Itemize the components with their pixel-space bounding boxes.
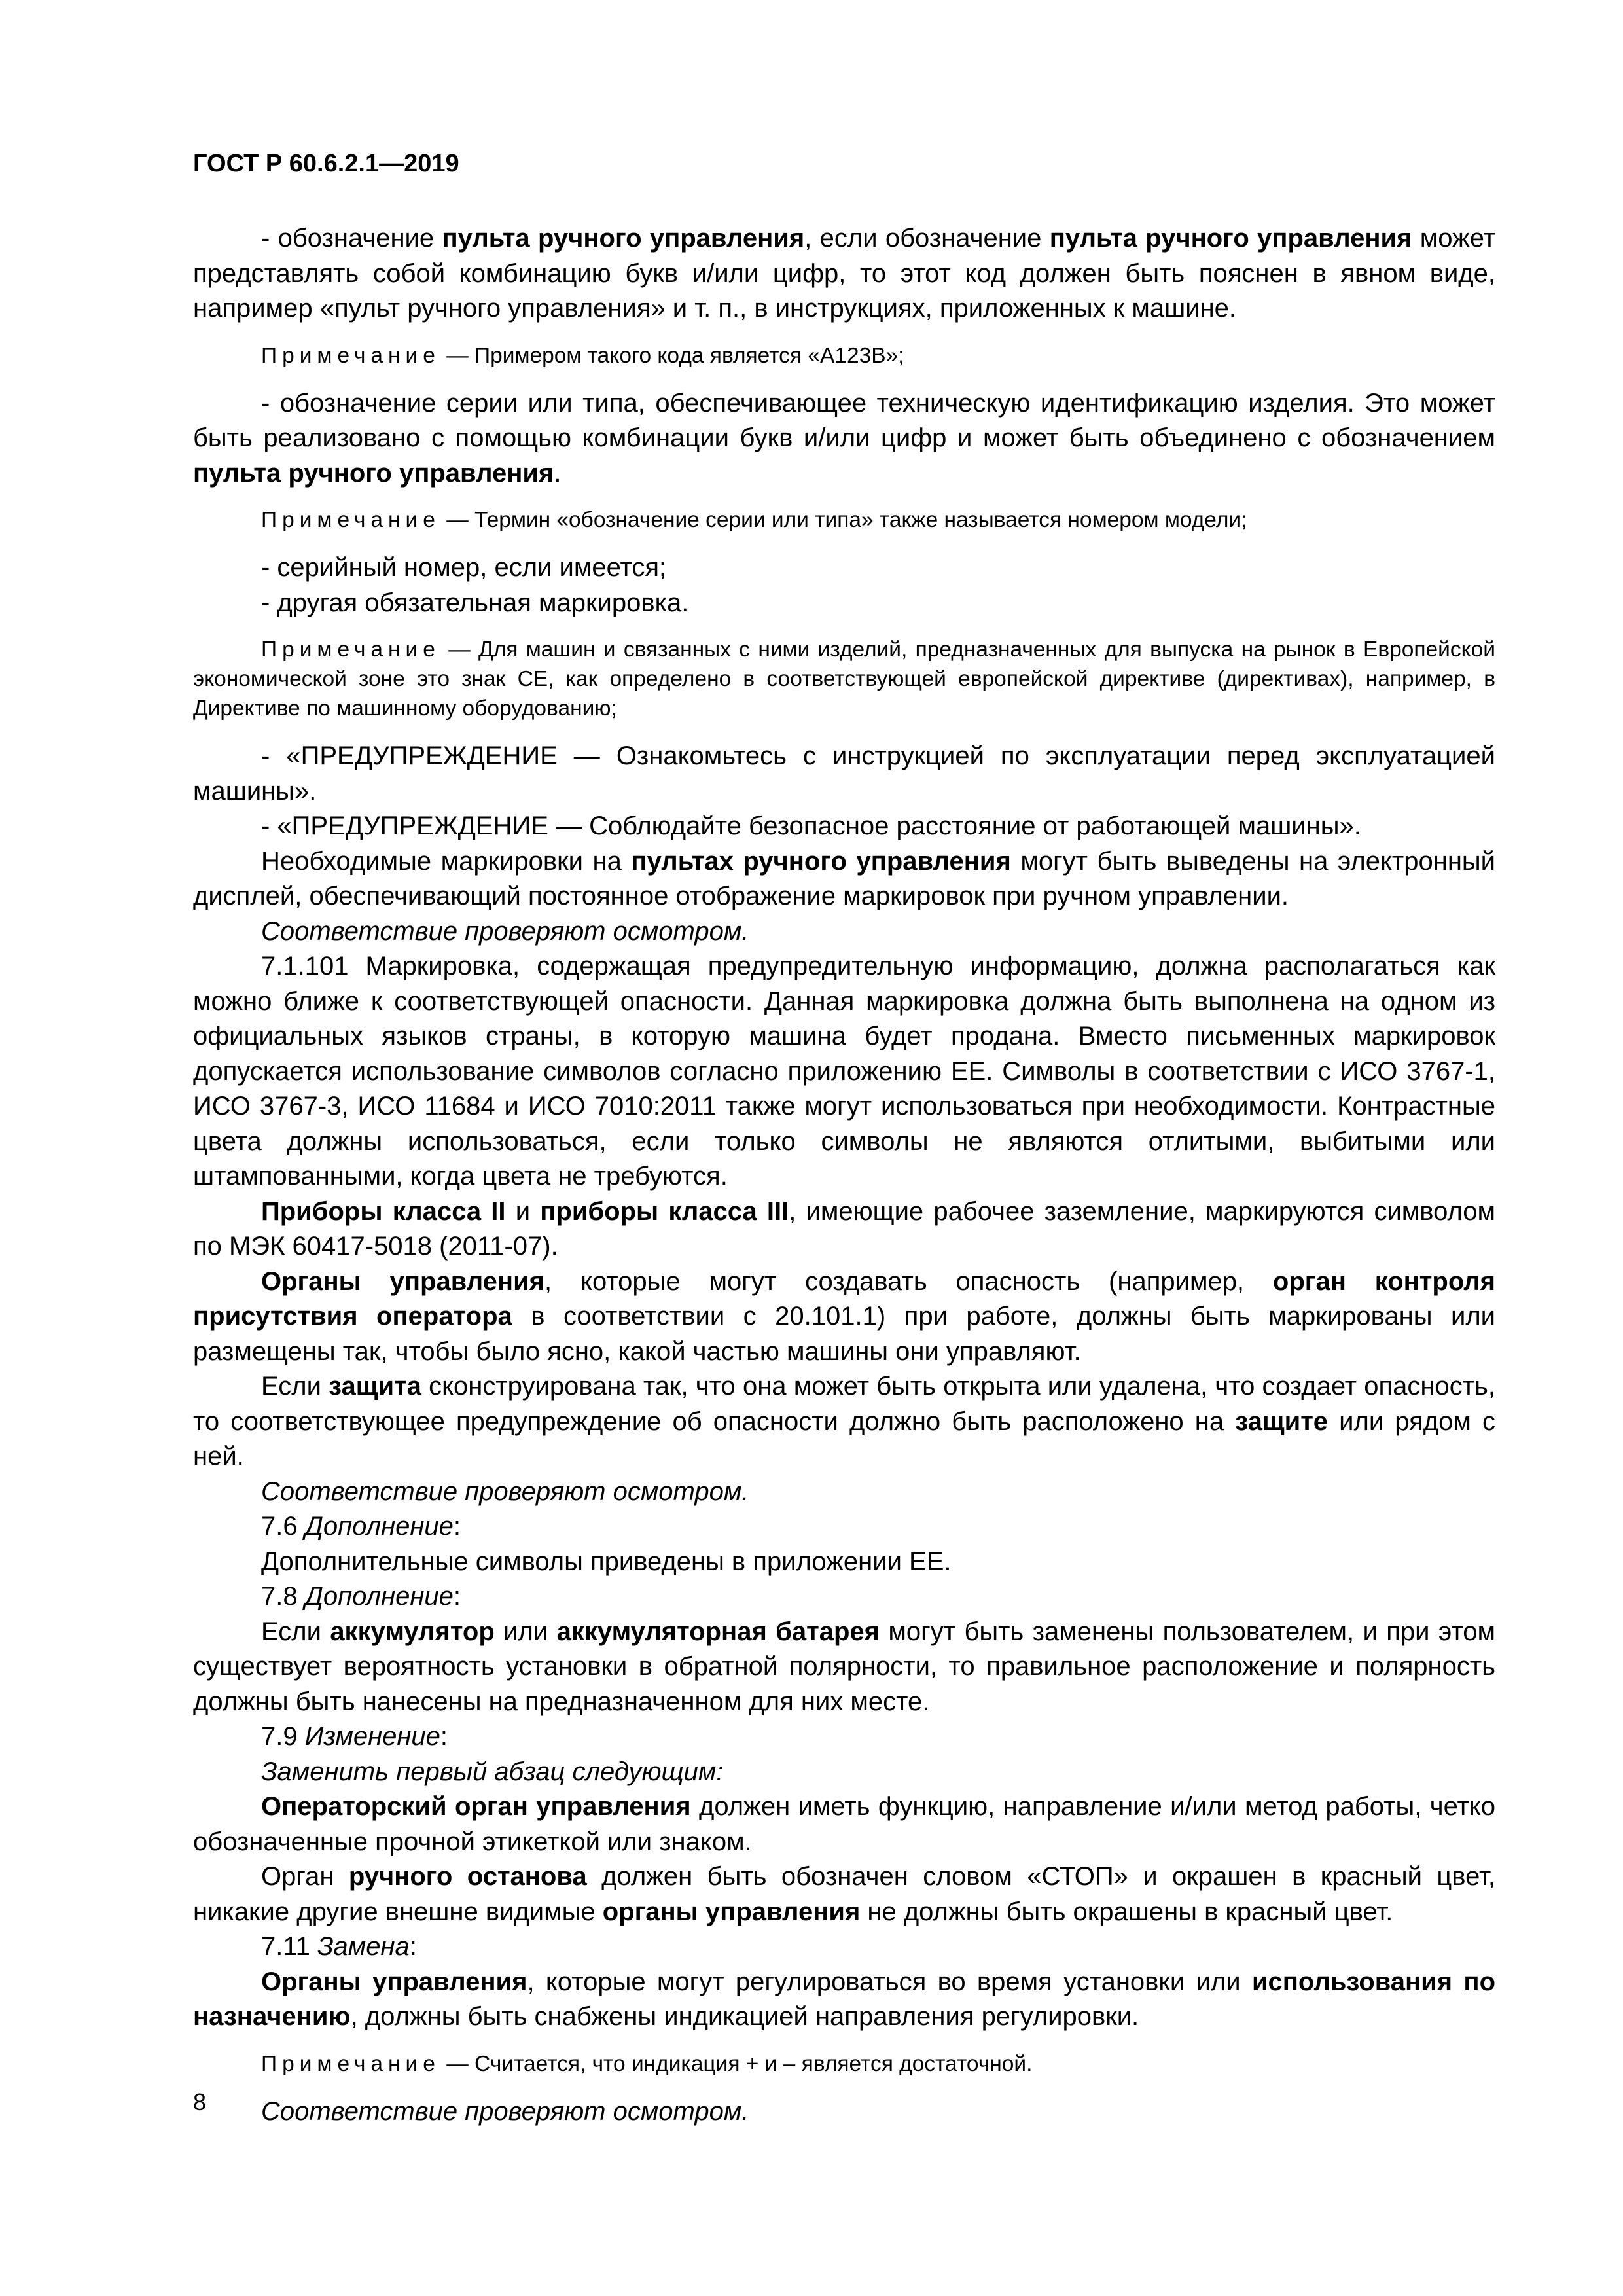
paragraph [193,1859,1495,1929]
paragraph [193,1579,1495,1615]
paragraph [193,809,1495,844]
list-item [193,586,1495,621]
paragraph [193,2094,1495,2130]
bold-term: пульта ручного управления [1049,224,1412,253]
text-run: сконструирована так, что она может быть открыта или удалена, что создает опасность, то соответствующее предупреждение об опасности должно быть расположено на [193,1372,1496,1436]
text-run: , которые могут регулироваться во время установки или [527,1967,1252,1996]
italic-text: Замена [317,1932,410,1961]
text-run: - «ПРЕДУПРЕЖДЕНИЕ — Соблюдайте безопасное расстояние от работающей машины». [261,812,1361,840]
bold-term: ручного останова [348,1862,587,1891]
paragraph [193,1545,1495,1580]
text-run: - другая обязательная маркировка. [261,588,689,617]
bold-term: защите [1235,1407,1329,1436]
text-run: - обозначение [261,224,442,253]
paragraph [193,1475,1495,1510]
italic-text: Дополнение [304,1582,454,1611]
italic-text: Изменение [304,1722,440,1751]
text-run: или рядом с ней. [193,1407,1495,1471]
text-run: - обозначение серии или типа, обеспечивающее техническую идентификацию изделия. Это может быть реализовано с помощью комбинации букв и/или цифр и может быть объединено с обозначением [193,388,1495,452]
bold-term: Органы управления [261,1266,545,1296]
text-run: , должны быть снабжены индикацией направления регулировки. [350,2002,1139,2031]
page-number: 8 [193,2089,207,2115]
text-run: не должны быть окрашены в красный цвет. [860,1897,1393,1926]
bold-term: Органы управления [261,1967,527,1996]
text-run: Если [261,1617,330,1646]
text-run: Дополнительные символы приведены в приложении ЕЕ. [261,1547,952,1576]
text-run: - «ПРЕДУПРЕЖДЕНИЕ — Ознакомьтесь с инструкцией по эксплуатации перед эксплуатацией машины». [193,742,1495,806]
paragraph [193,386,1495,492]
text-run: может представлять собой комбинацию букв и/или цифр, то этот код должен быть пояснен в явном виде, например «пульт ручного управления» и т. п., в инструкциях, приложенных к машине. [193,224,1496,323]
italic-text: Заменить первый абзац следующим: [261,1757,724,1786]
paragraph [193,1369,1495,1475]
text-run: 7.9 [261,1722,305,1751]
paragraph [193,1265,1495,1370]
text-run: : [453,1512,461,1541]
bold-term: пульта ручного управления [442,224,805,253]
text-run: : [440,1722,448,1751]
paragraph [193,1615,1495,1720]
note-label: Примечание [261,343,440,368]
paragraph [193,1929,1495,1965]
text-run: : [453,1582,461,1611]
note-label: Примечание [261,2051,440,2076]
list-item [193,550,1495,586]
text-run: Если [261,1372,329,1401]
bold-term: приборы класса III [540,1196,789,1226]
text-run: в соответствии с 20.101.1) при работе, должны быть маркированы или размещены так, чтобы было ясно, какой частью машины они управляют. [193,1302,1496,1366]
text-run: - серийный номер, если имеется; [261,553,667,582]
note [193,505,1495,535]
text-run: 7.6 [261,1512,305,1541]
text-run: могут быть выведены на электронный дисплей, обеспечивающий постоянное отображение маркировок при ручном управлении. [193,846,1496,910]
text-run: , имеющие рабочее заземление, маркируются символом по МЭК 60417-5018 (2011-07). [193,1196,1496,1261]
bold-term: аккумулятор [330,1617,495,1646]
italic-text: Дополнение [304,1512,454,1541]
text-run: могут быть заменены пользователем, и при этом существует вероятность установки в обратной полярности, то правильное расположение и полярность должны быть нанесены на предназначенном для них месте. [193,1617,1495,1716]
text-run: — Примером такого кода является «А123В»; [440,343,904,368]
text-run: и [505,1196,541,1226]
text-run: , которые могут создавать опасность (например, [544,1266,1273,1296]
bold-term: органы управления [602,1897,861,1926]
paragraph [193,1965,1495,2035]
text-run: должен быть обозначен словом «СТОП» и окрашен в красный цвет, никакие другие внешне видимые [193,1862,1495,1926]
paragraph [193,949,1495,1194]
bold-term: защита [329,1372,421,1401]
note [193,635,1495,723]
paragraph [193,1719,1495,1755]
text-run: — Термин «обозначение серии или типа» также называется номером модели; [440,508,1247,532]
text-run: — Для машин и связанных с ними изделий, предназначенных для выпуска на рынок в Европейской экономической зоне это знак CE, как определено в соответствующей европейской директиве (директивах), например, в Директиве по машинному оборудованию; [193,637,1495,721]
bold-term: Приборы класса II [261,1196,506,1226]
bold-term: Операторский орган управления [261,1792,691,1821]
text-run: , если обозначение [804,224,1050,253]
document-header: ГОСТ Р 60.6.2.1—2019 [193,150,459,177]
note-label: Примечание [261,508,440,532]
paragraph [193,844,1495,914]
bold-term: использования по назначению [193,1967,1496,2031]
paragraph [193,914,1495,950]
note [193,341,1495,370]
text-run: 7.8 [261,1582,305,1611]
text-run: — Считается, что индикация + и – является достаточной. [440,2051,1033,2076]
paragraph [193,1789,1495,1859]
text-run: : [409,1932,417,1961]
italic-text: Соответствие проверяют осмотром. [261,2096,749,2126]
note-label: Примечание [261,637,440,662]
bold-term: орган контроля присутствия оператора [193,1266,1496,1331]
text-run: должен иметь функцию, направление и/или метод работы, четко обозначенные прочной этикеткой или знаком. [193,1792,1495,1856]
text-run: 7.1.101 Маркировка, содержащая предупредительную информацию, должна располагаться как можно ближе к соответствующей опасности. Данная маркировка должна быть выполнена на одном из официальных языков страны, в которую машина будет продана. Вместо письменных маркировок допускается использование символов согласно приложению ЕЕ. Символы в соответствии с ИСО 3767-1, ИСО 3767-3, ИСО 11684 и ИСО 7010:2011 также могут использоваться при необходимости. Контрастные цвета должны использоваться, если только символы не являются отлитыми, выбитыми или штампованными, когда цвета не требуются. [193,952,1495,1191]
bold-term: аккумуляторная батарея [556,1617,880,1646]
italic-text: Соответствие проверяют осмотром. [261,916,749,946]
note [193,2049,1495,2079]
text-run: или [494,1617,557,1646]
text-run: 7.11 [261,1932,317,1961]
bold-term: пульта ручного управления [193,458,554,488]
paragraph [193,1755,1495,1790]
text-run: Необходимые маркировки на [261,846,632,876]
paragraph [193,1194,1495,1265]
bold-term: пультах ручного управления [631,846,1011,876]
text-run: . [554,458,562,488]
italic-text: Соответствие проверяют осмотром. [261,1477,749,1506]
paragraph [193,1509,1495,1545]
paragraph [193,739,1495,809]
paragraph [193,221,1495,327]
document-body [193,221,1495,2129]
text-run: Орган [261,1862,349,1891]
